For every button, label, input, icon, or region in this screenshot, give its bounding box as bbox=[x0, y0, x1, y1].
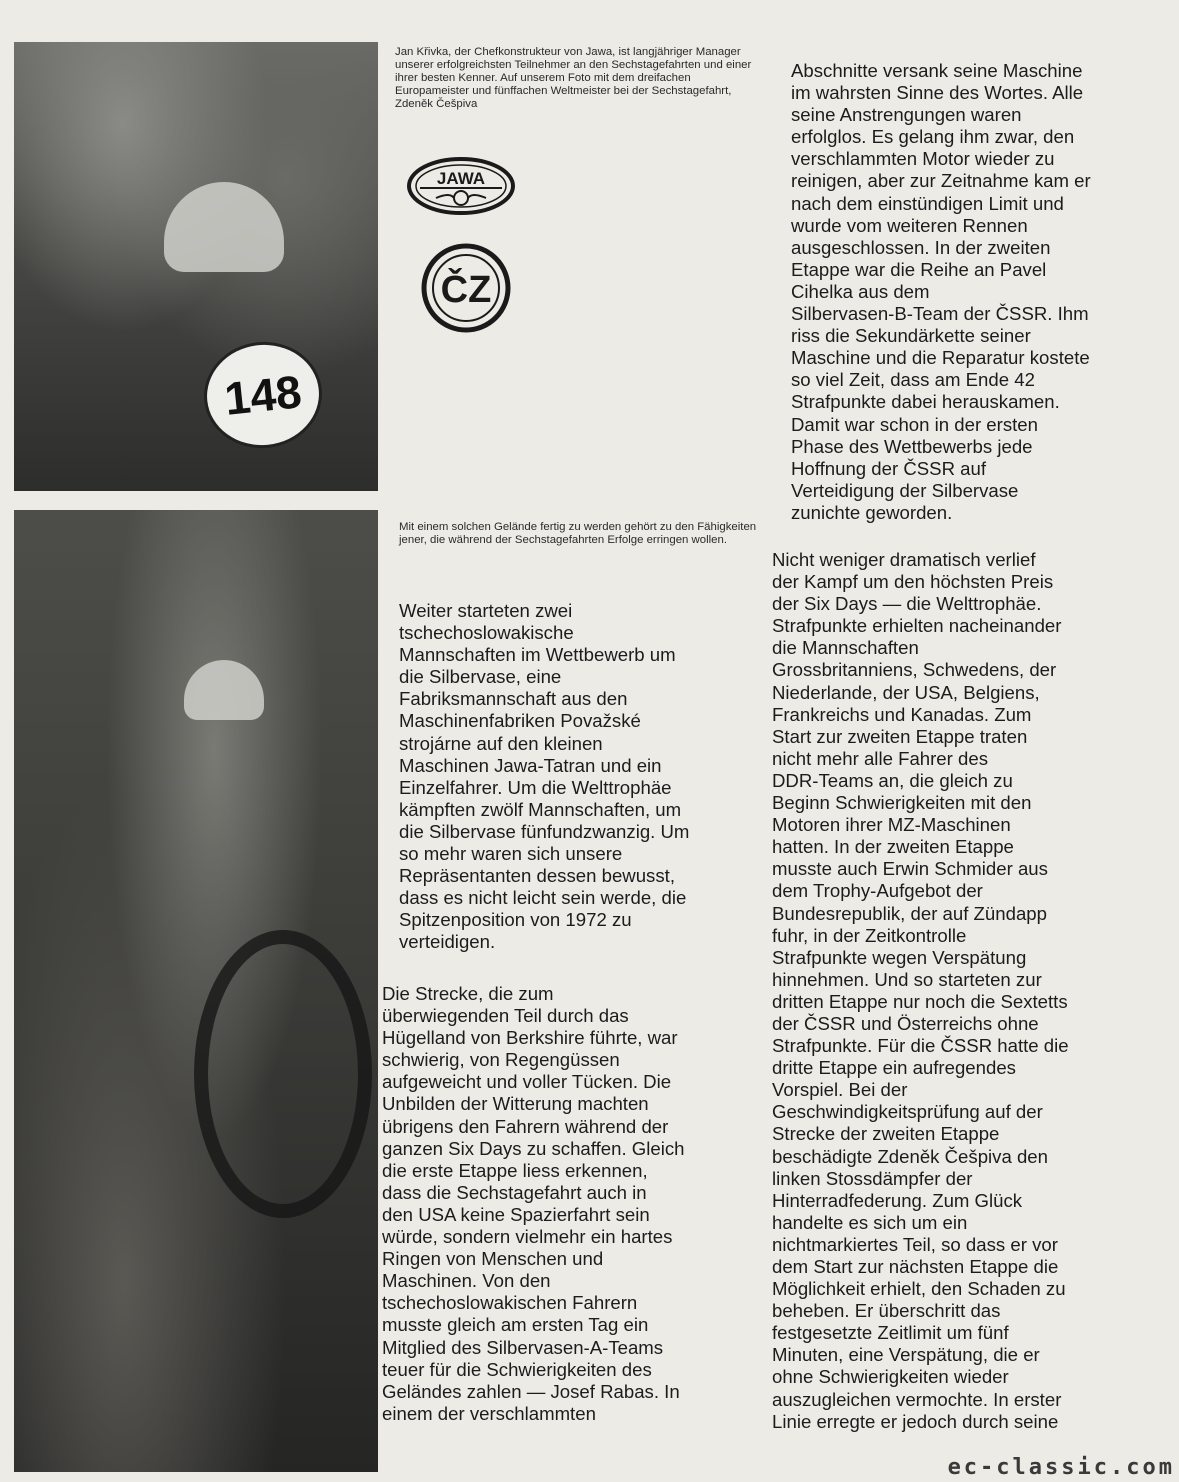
rider-helmet-shape bbox=[184, 660, 264, 720]
article-paragraph: Abschnitte versank seine Maschine im wahrsten Sinne des Wortes. Alle seine Anstrengungen waren erfolglos. Es gelang ihm zwar, den verschlammten Motor wieder zu reinigen, aber zur Zeitnahme kam er nach dem einstündigen Limit und wurde vom weiteren Rennen ausgeschlossen. In der zweiten Etappe war die Reihe an Pavel Cihelka aus dem Silbervasen-B-Team der ČSSR. Ihm riss die Sekundärkette seiner Maschine und die Reparatur kostete so viel Zeit, dass am Ende 42 Strafpunkte dabei herauskamen. Damit war schon in der ersten Phase des Wettbewerbs jede Hoffnung der ČSSR auf Verteidigung der Silbervase zunichte geworden. bbox=[791, 60, 1091, 523]
article-paragraph: Die Strecke, die zum überwiegenden Teil durch das Hügelland von Berkshire führte, war schwierig, von Regengüssen aufgeweicht und voller Tücken. Die Unbilden der Witterung machten übrigens den Fahrern während der ganzen Six Days zu schaffen. Gleich die erste Etappe liess erkennen, dass die Sechstagefahrt auch in den USA keine Spazierfahrt sein würde, sondern vielmehr ein hartes Ringen von Menschen und Maschinen. Von den tschechoslowakischen Fahrern musste gleich am ersten Tag ein Mitglied des Silbervasen-A-Teams teuer für die Schwierigkeiten des Geländes zahlen — Josef Rabas. In einem der verschlammten bbox=[382, 983, 685, 1424]
cz-logo bbox=[420, 242, 512, 334]
article-paragraph: Weiter starteten zwei tschechoslowakische Mannschaften im Wettbewerb um die Silbervase, eine Fabriksmannschaft aus den Maschinenfabriken Považské strojárne auf den kleinen Maschinen Jawa-Tatran und ein Einzelfahrer. Um die Welttrophäe kämpften zwölf Mannschaften, um die Silbervase fünfundzwanzig. Um so mehr waren sich unsere Repräsentanten dessen bewusst, dass es nicht leicht sein werde, die Spitzenposition von 1972 zu verteidigen. bbox=[399, 600, 690, 953]
front-wheel-shape bbox=[194, 930, 372, 1218]
jawa-logo bbox=[406, 156, 516, 216]
photo-men-with-motorcycle bbox=[14, 42, 378, 491]
photo-rider-in-mud bbox=[14, 510, 378, 1472]
helmet-shape bbox=[164, 182, 284, 272]
site-watermark: ec-classic.com bbox=[947, 1455, 1175, 1480]
jawa-logo-text: JAWA bbox=[436, 169, 486, 188]
photo-caption-top: Jan Křivka, der Chefkonstrukteur von Jawa, ist langjähriger Manager unserer erfolgreichsten Teilnehmer an den Sechstagefahrten und einer ihrer besten Kenner. Auf unserem Foto mit dem dreifachen Europameister und fünffachen Weltmeister bei der Sechstagefahrt, Zdeněk Češpiva bbox=[395, 46, 752, 110]
article-paragraph: Nicht weniger dramatisch verlief der Kampf um den höchsten Preis der Six Days — die Welttrophäe. Strafpunkte erhielten nacheinander die Mannschaften Grossbritanniens, Schwedens, der Niederlande, der USA, Belgiens, Frankreichs und Kanadas. Zum Start zur zweiten Etappe traten nicht mehr alle Fahrer des DDR-Teams an, die gleich zu Beginn Schwierigkeiten mit den Motoren ihrer MZ-Maschinen hatten. In der zweiten Etappe musste auch Erwin Schmider aus dem Trophy-Aufgebot der Bundesrepublik, der auf Zündapp fuhr, in der Zeitkontrolle Strafpunkte wegen Verspätung hinnehmen. Und so starteten zur dritten Etappe nur noch die Sextetts der ČSSR und Österreichs ohne Strafpunkte. Für die ČSSR hatte die dritte Etappe ein aufregendes Vorspiel. Bei der Geschwindigkeitsprüfung auf der Strecke der zweiten Etappe beschädigte Zdeněk Češpiva den linken Stossdämpfer der Hinterradfederung. Zum Glück handelte es sich um ein nichtmarkiertes Teil, so dass er vor dem Start zur nächsten Etappe die Möglichkeit erhielt, den Schaden zu beheben. Er überschritt das festgesetzte Zeitlimit um fünf Minuten, eine Verspätung, die er ohne Schwierigkeiten wieder auszugleichen vermochte. In erster Linie erregte er jedoch durch seine bbox=[772, 549, 1069, 1432]
start-number-plate: 148 bbox=[199, 336, 327, 454]
cz-logo-text: ČZ bbox=[440, 269, 492, 311]
photo-caption-bottom: Mit einem solchen Gelände fertig zu werden gehört zu den Fähigkeiten jener, die während der Sechstagefahrten Erfolge erringen wollen. bbox=[399, 521, 757, 546]
